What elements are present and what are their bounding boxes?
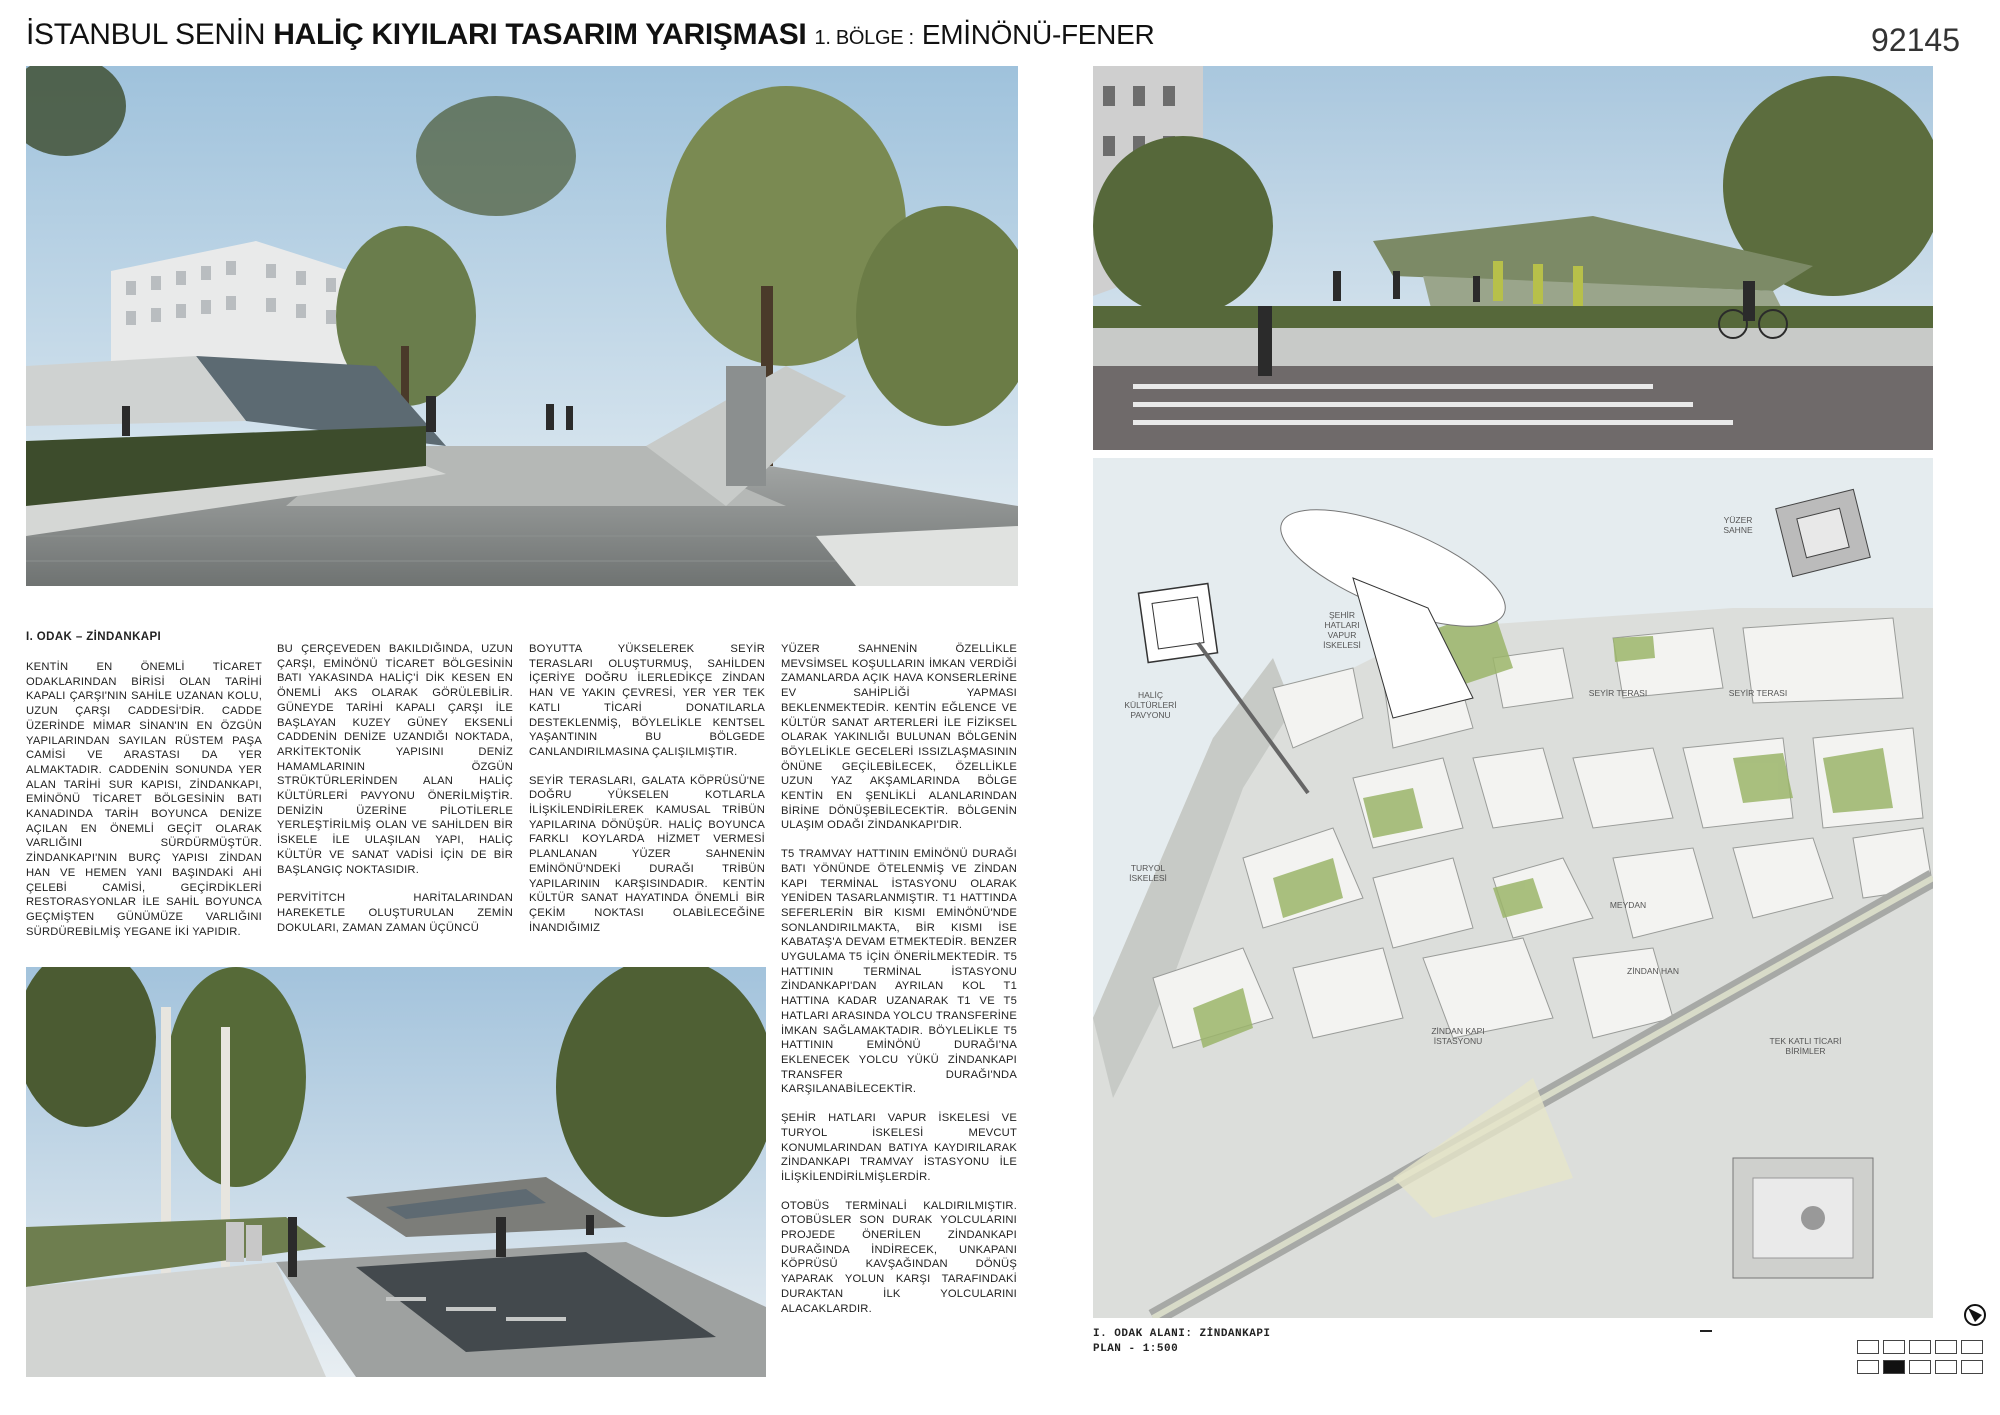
paragraph: PERVİTİTCH HARİTALARINDAN HAREKETLE OLUŞTURULAN ZEMİN DOKULARI, ZAMAN ZAMAN ÜÇÜNCÜ: [277, 892, 513, 934]
plan-caption: [1093, 1327, 1271, 1357]
plan-caption-title: I. ODAK ALANI: ZİNDANKAPI: [1093, 1328, 1271, 1340]
render-promenade-illustration: [26, 66, 1018, 586]
title-bold: HALİÇ KIYILARI TASARIM YARIŞMASI: [273, 18, 807, 51]
sheet-cell: [1857, 1340, 1879, 1354]
title-prefix: İSTANBUL SENİN: [26, 18, 266, 51]
entry-code: 92145: [1871, 22, 1960, 58]
sheet-cell: [1935, 1340, 1957, 1354]
label-tek-katli: TEK KATLI TİCARİ BİRİMLER: [1769, 1036, 1842, 1056]
label-seyir-terasi-2: SEYİR TERASI: [1728, 688, 1788, 698]
label-turyol: TURYOL İSKELESİ: [1129, 863, 1167, 883]
sheet-cell: [1909, 1340, 1931, 1354]
paragraph: T5 TRAMVAY HATTININ EMİNÖNÜ DURAĞI BATI YÖNÜNDE ÖTELENMİŞ VE ZİNDAN KAPI TERMİNAL İSTASYONU OLARAK YENİDEN TASARLANMIŞTIR. T1 HATTINDA SEFERLERİN BİR KISMI EMİNÖNÜ'NDE SONLANDIRILMAKTA, BİR KISMI İSE KABATAŞ'A DEVAM ETMEKTEDİR. BENZER UYGULAMA T5 İÇİN ÖNERİLMEKTEDİR. T5 HATTININ TERMİNAL İSTASYONU ZİNDANKAPI'DAN AYRILAN KOL T1 HATTINA KADAR UZANARAK T1 VE T5 HATLARI ARASINDA YOLCU TRANSFERİNE İMKAN SAĞLAMAKTADIR. BÖYLELİKLE T5 HATTININ EMİNÖNÜ DURAĞI'NA EKLENECEK YOLCU YÜKÜ ZİNDANKAPI TRANSFER DURAĞI'NDA KARŞILANABİLECEKTİR.: [781, 848, 1017, 1096]
sheet-cell: [1883, 1340, 1905, 1354]
paragraph: YÜZER SAHNENİN ÖZELLİKLE MEVSİMSEL KOŞULLARIN İMKAN VERDİĞİ ZAMANLARDA AÇIK HAVA KONSERLERİNE EV SAHİPLİĞİ YAPMASI BEKLENMEKTEDİR. KENTİN EĞLENCE VE KÜLTÜR SANAT ARTERLERİ İLE FİZİKSEL OLARAK YAKINLIĞI BULUNAN BÖLGENİN BÖYLELİKLE GECELERİ ISSIZLAŞMASININ ÖNÜNE GEÇİLEBİLECEK, ÖZELLİKLE UZUN YAZ AKŞAMLARINDA BÖLGE KENTİN EN ŞENLİKLİ ALANLARINDAN BİRİNE DÖNÜŞEBİLECEKTİR. BÖLGENİN ULAŞIM ODAĞI ZİNDANKAPI'DIR.: [781, 643, 1017, 832]
text-column-4: [781, 642, 1017, 1330]
sheet-index-grid: [1857, 1340, 1987, 1376]
paragraph: OTOBÜS TERMİNALİ KALDIRILMIŞTIR. OTOBÜSLER SON DURAK YOLCULARINI PROJEDE ÖNERİLEN ZİNDANKAPI DURAĞINDA İNDİRECEK, UNKAPANI KÖPRÜSÜ KAVŞAĞINDAN DÖNÜŞ YAPARAK YOLUN KARŞI TARAFINDAKİ DURAKTAN İLK YOLCULARINI ALACAKLARDIR.: [781, 1199, 1017, 1315]
render-promenade: [26, 66, 1018, 586]
region-number: 1. BÖLGE :: [814, 27, 914, 49]
page-title: [26, 18, 1154, 52]
sheet-cell: [1909, 1360, 1931, 1374]
sheet-cell-current: [1883, 1360, 1905, 1374]
site-plan-drawing: [1093, 458, 1933, 1318]
plan-caption-scale: PLAN - 1:500: [1093, 1343, 1179, 1355]
paragraph: SEYİR TERASLARI, GALATA KÖPRÜSÜ'NE DOĞRU YÜKSELEN KOTLARLA İLİŞKİLENDİRİLEREK KAMUSAL TRİBÜN YAPILARINA DÖNÜŞÜR. HALİÇ BOYUNCA FARKLI KOYLARDA HİZMET VERMESİ PLANLANAN YÜZER SAHNENİN EMİNÖNÜ'NDEKİ DURAĞI TRİBÜN YAPILARININ KARŞISINDADIR. KENTİN KÜLTÜR SANAT HAYATINDA ÖNEMLİ BİR ÇEKİM NOKTASI OLABİLECEĞİNE İNANDIĞIMIZ: [529, 774, 765, 934]
label-zindan-han: ZİNDAN HAN: [1627, 966, 1679, 976]
label-sehir-hatlari: ŞEHİR HATLARI VAPUR İSKELESİ: [1323, 610, 1361, 650]
paragraph: BU ÇERÇEVEDEN BAKILDIĞINDA, UZUN ÇARŞI, EMİNÖNÜ TİCARET BÖLGESİNİN BATI YAKASINDA HALİÇ'İ DİK KESEN EN ÖNEMLİ AKS OLARAK GÖRÜLEBİLİR. GÜNEYDE TARİHİ KAPALI ÇARŞI İLE BAŞLAYAN KUZEY GÜNEY EKSENLİ CADDENİN DENİZE UZANDIĞI NOKTADA, ARKİTEKTONİK YAPISINI DENİZ HAMAMLARININ ÖZGÜN STRÜKTÜRLERİNDEN ALAN HALİÇ KÜLTÜRLERİ PAVYONU ÖNERİLMİŞTİR. DENİZİN ÜZERİNE PİLOTİLERLE YERLEŞTİRİLMİŞ OLAN VE SAHİLDEN BİR İSKELE İLE ULAŞILAN YAPI, HALİÇ KÜLTÜR VE SANAT VADİSİ İÇİN DE BİR BAŞLANGIÇ NOKTASIDIR.: [277, 643, 513, 876]
label-halic-pavyon: HALİÇ KÜLTÜRLERİ PAVYONU: [1124, 690, 1177, 720]
render-plaza-illustration: [26, 967, 766, 1377]
paragraph: ŞEHİR HATLARI VAPUR İSKELESİ VE TURYOL İSKELESİ MEVCUT KONUMLARINDAN BATIYA KAYDIRILARAK ZİNDANKAPI TRAMVAY İSTASYONU İLE İLİŞKİLENDİRİLMİŞLERDİR.: [781, 1112, 1017, 1183]
label-yuzer-sahne: YÜZER SAHNE: [1723, 515, 1753, 535]
label-meydan: MEYDAN: [1609, 900, 1647, 910]
scale-bar: [1700, 1330, 1712, 1332]
label-zindan-kapi: ZİNDAN KAPI İSTASYONU: [1431, 1026, 1485, 1046]
sheet-cell: [1935, 1360, 1957, 1374]
label-seyir-terasi-1: SEYİR TERASI: [1588, 688, 1648, 698]
sheet-cell: [1857, 1360, 1879, 1374]
text-column-2: [277, 642, 513, 949]
region-name: EMİNÖNÜ-FENER: [921, 19, 1155, 50]
render-waterfront: [1093, 66, 1933, 450]
sheet-cell: [1961, 1340, 1983, 1354]
paragraph: KENTİN EN ÖNEMLİ TİCARET ODAKLARINDAN BİRİSİ OLAN TARİHİ KAPALI ÇARŞI'NIN SAHİLE UZANAN KOLU, UZUN ÇARŞI CADDESİ'DİR. CADDE ÜZERİNDE MİMAR SİNAN'IN EN ÖZGÜN YAPILARINDAN SAYILAN RÜSTEM PAŞA CAMİSİ VE ARASTASI DA YER ALMAKTADIR. CADDENİN SONUNDA YER ALAN TARİHİ SUR KAPISI, ZİNDANKAPI, EMİNÖNÜ TİCARET BÖLGESİNİN BATI KANADINDA TARİH BOYUNCA DENİZE AÇILAN EN ÖNEMLİ GEÇİT OLARAK VARLIĞINI SÜRDÜRMÜŞTÜR. ZİNDANKAPI'NIN BURÇ YAPISI ZİNDAN HAN VE HEMEN YANI BAŞINDAKİ AHİ ÇELEBİ CAMİSİ, GEÇİRDİKLERİ RESTORASYONLAR İLE SAHİL BOYUNCA GEÇMİŞTEN GÜNÜMÜZE VARLIĞINI SÜRDÜREBİLMİŞ YEGANE İKİ YAPIDIR.: [26, 661, 262, 938]
sheet-cell: [1961, 1360, 1983, 1374]
section-title: I. ODAK – ZİNDANKAPI: [26, 631, 162, 643]
paragraph: BOYUTTA YÜKSELEREK SEYİR TERASLARI OLUŞTURMUŞ, SAHİLDEN İÇERİYE DOĞRU İLERLEDİKÇE ZİNDAN HAN VE YAKIN ÇEVRESİ, YER YER TEK KATLI TİCARİ DONATILARLA DESTEKLENMİŞ, BÖYLELİKLE KENTSEL YAŞANTININ BU BÖLGEDE CANLANDIRILMASINA ÇALIŞILMIŞTIR.: [529, 643, 765, 758]
text-column-3: [529, 642, 765, 949]
site-plan: [1093, 458, 1933, 1318]
render-waterfront-illustration: [1093, 66, 1933, 450]
north-arrow-icon: [1964, 1304, 1986, 1326]
text-column-1: [26, 660, 262, 953]
render-plaza: [26, 967, 766, 1377]
